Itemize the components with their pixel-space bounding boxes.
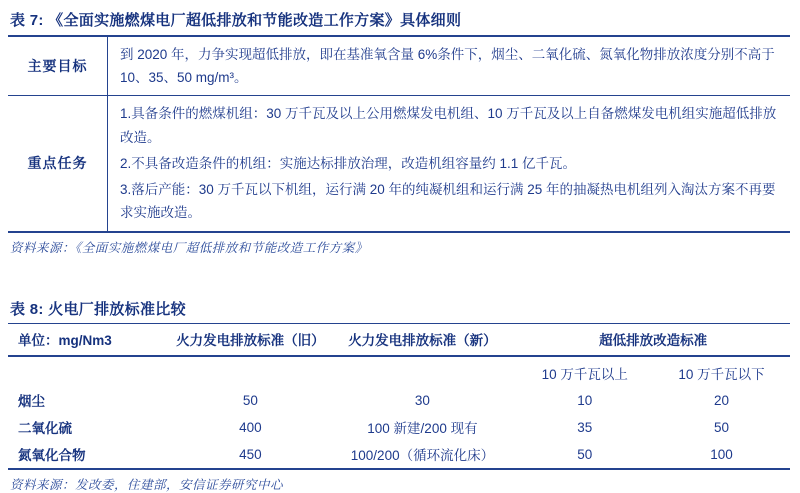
table8-subheader-below-100mw: 10 万千瓦以下 [678,366,765,382]
table7-section [8,6,790,256]
pollutant-name: 烟尘 [18,394,45,410]
table7 [8,37,790,233]
pollutant-name: 氮氧化合物 [18,448,86,464]
table8-title: 表 8: 火电厂排放标准比较 [8,296,790,324]
table8-unit-header: 单位：mg/Nm3 [18,332,112,348]
table8-subheader-empty-1 [8,367,172,377]
ultra-above-value: 10 [577,392,593,408]
ultra-above-value: 50 [577,446,593,462]
pollutant-name: 二氧化硫 [18,421,72,437]
key-task-item-3: 3.落后产能：30 万千瓦以下机组，运行满 20 年的纯凝机组和运行满 25 年的抽凝热电机组列入淘汰方案不再要求实施改造。 [120,182,776,221]
old-standard-value: 400 [239,419,262,435]
table8-section [8,296,790,493]
old-standard-value: 450 [239,446,262,462]
table7-row-label-key-tasks: 重点任务 [8,96,108,230]
old-standard-value: 50 [242,392,258,408]
new-standard-value: 30 [414,392,430,408]
table8 [8,324,790,470]
ultra-below-value: 100 [710,446,733,462]
ultra-above-value: 35 [577,419,593,435]
main-goal-text: 到 2020 年，力争实现超低排放，即在基准氧含量 6%条件下，烟尘、二氧化硫、氮氧化物排放浓度分别不高于 10、35、50 mg/m³。 [120,47,775,86]
table7-source: 资料来源：《全面实施燃煤电厂超低排放和节能改造工作方案》 [10,240,368,255]
table8-subheader-empty-2 [172,367,328,377]
table-row-so2 [8,414,790,441]
table8-header-row [8,324,790,357]
ultra-below-value: 50 [714,419,730,435]
table8-subheader-row [8,357,790,387]
table8-col-ultra-low: 超低排放改造标准 [599,332,708,348]
key-task-item-1: 1.具备条件的燃煤机组：30 万千瓦及以上公用燃煤发电机组、10 万千瓦及以上自备燃煤发电机组实施超低排放改造。 [120,106,777,145]
table8-col-old-standard: 火力发电排放标准（旧） [176,332,325,348]
new-standard-value: 100 新建/200 现有 [367,421,478,437]
table-row-dust [8,387,790,414]
new-standard-value: 100/200（循环流化床） [350,448,495,464]
table7-row-content-key-tasks [108,96,790,230]
table8-subheader-above-100mw: 10 万千瓦以上 [541,366,628,382]
table7-title: 表 7: 《全面实施燃煤电厂超低排放和节能改造工作方案》具体细则 [8,6,790,37]
section-divider [8,256,790,296]
table-row-nox [8,441,790,468]
key-task-item-2: 2.不具备改造条件的机组：实施达标排放治理，改造机组容量约 1.1 亿千瓦。 [120,155,577,171]
table8-subheader-empty-3 [329,367,517,377]
table8-col-new-standard: 火力发电排放标准（新） [348,332,497,348]
table7-row-label-main-goal: 主要目标 [8,37,108,96]
table8-source: 资料来源：发改委，住建部，安信证券研究中心 [10,477,284,492]
table7-row-content-main-goal [108,37,790,96]
ultra-below-value: 20 [714,392,730,408]
